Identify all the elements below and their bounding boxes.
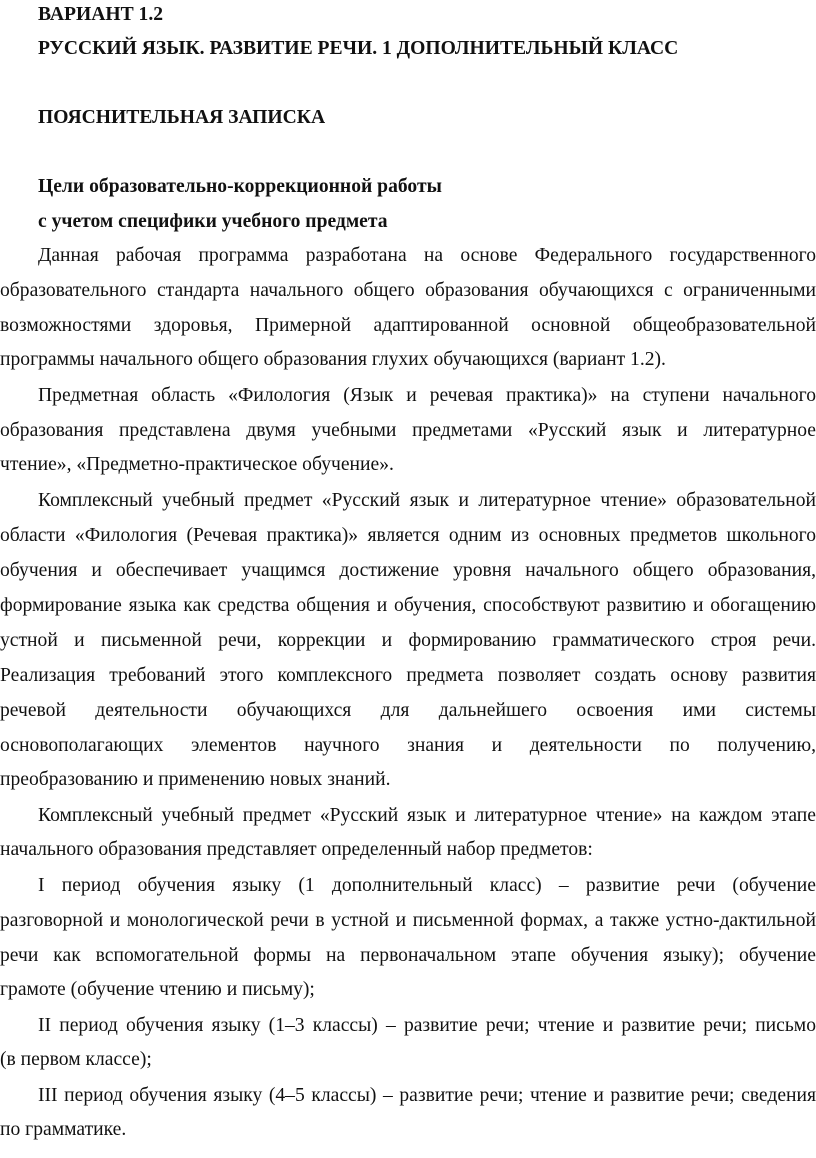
paragraph-1-line-2: образовательного стандарта начального общего образования обучающихся с ограниченными: [0, 280, 816, 301]
paragraph-4-line-2: начального образования представляет определенный набор предметов:: [0, 839, 593, 860]
paragraph-6-line-2: (в первом классе);: [0, 1049, 152, 1070]
paragraph-3-line-4: формирование языка как средства общения и обучения, способствуют развитию и обогащению: [0, 595, 816, 616]
paragraph-3-line-6: Реализация требований этого комплексного предмета позволяет создать основу развития: [0, 665, 816, 686]
paragraph-2-line-3: чтение», «Предметно-практическое обучение».: [0, 454, 394, 475]
goals-heading-line-1: Цели образовательно-коррекционной работы: [38, 176, 442, 197]
paragraph-2-line-2: образования представлена двумя учебными предметами «Русский язык и литературное: [0, 420, 816, 441]
paragraph-7-line-1: III период обучения языку (4–5 классы) – развитие речи; чтение и развитие речи; сведения: [38, 1085, 816, 1106]
paragraph-7-line-2: по грамматике.: [0, 1119, 127, 1140]
paragraph-5-line-2: разговорной и монологической речи в устной и письменной формах, а также устно-дактильной: [0, 910, 816, 931]
paragraph-5-line-1: I период обучения языку (1 дополнительный класс) – развитие речи (обучение: [38, 875, 816, 896]
paragraph-4-line-1: Комплексный учебный предмет «Русский язык и литературное чтение» на каждом этапе: [38, 805, 816, 826]
paragraph-3-line-2: области «Филология (Речевая практика)» является одним из основных предметов школьного: [0, 525, 816, 546]
paragraph-1-line-3: возможностями здоровья, Примерной адаптированной основной общеобразовательной: [0, 315, 816, 336]
paragraph-5-line-4: грамоте (обучение чтению и письму);: [0, 979, 315, 1000]
paragraph-6-line-1: II период обучения языку (1–3 классы) – развитие речи; чтение и развитие речи; письмо: [38, 1015, 816, 1036]
paragraph-3-line-7: речевой деятельности обучающихся для дальнейшего освоения ими системы: [0, 700, 816, 721]
paragraph-5-line-3: речи как вспомогательной формы на первоначальном этапе обучения языку); обучение: [0, 945, 816, 966]
variant-heading: ВАРИАНТ 1.2: [38, 4, 164, 25]
paragraph-3-line-5: устной и письменной речи, коррекции и формированию грамматического строя речи.: [0, 630, 816, 651]
paragraph-3-line-9: преобразованию и применению новых знаний.: [0, 769, 391, 790]
paragraph-3-line-8: основополагающих элементов научного знания и деятельности по получению,: [0, 735, 816, 756]
paragraph-2-line-1: Предметная область «Филология (Язык и речевая практика)» на ступени начального: [38, 385, 816, 406]
paragraph-3-line-3: обучения и обеспечивает учащимся достижение уровня начального общего образования,: [0, 560, 816, 581]
paragraph-1-line-4: программы начального общего образования глухих обучающихся (вариант 1.2).: [0, 349, 666, 370]
goals-heading-line-2: с учетом специфики учебного предмета: [38, 211, 388, 232]
paragraph-3-line-1: Комплексный учебный предмет «Русский язык и литературное чтение» образовательной: [38, 490, 816, 511]
paragraph-1-line-1: Данная рабочая программа разработана на основе Федерального государственного: [38, 245, 816, 266]
section-title: ПОЯСНИТЕЛЬНАЯ ЗАПИСКА: [38, 107, 326, 128]
subject-heading: РУССКИЙ ЯЗЫК. РАЗВИТИЕ РЕЧИ. 1 ДОПОЛНИТЕЛЬНЫЙ КЛАСС: [38, 38, 679, 59]
